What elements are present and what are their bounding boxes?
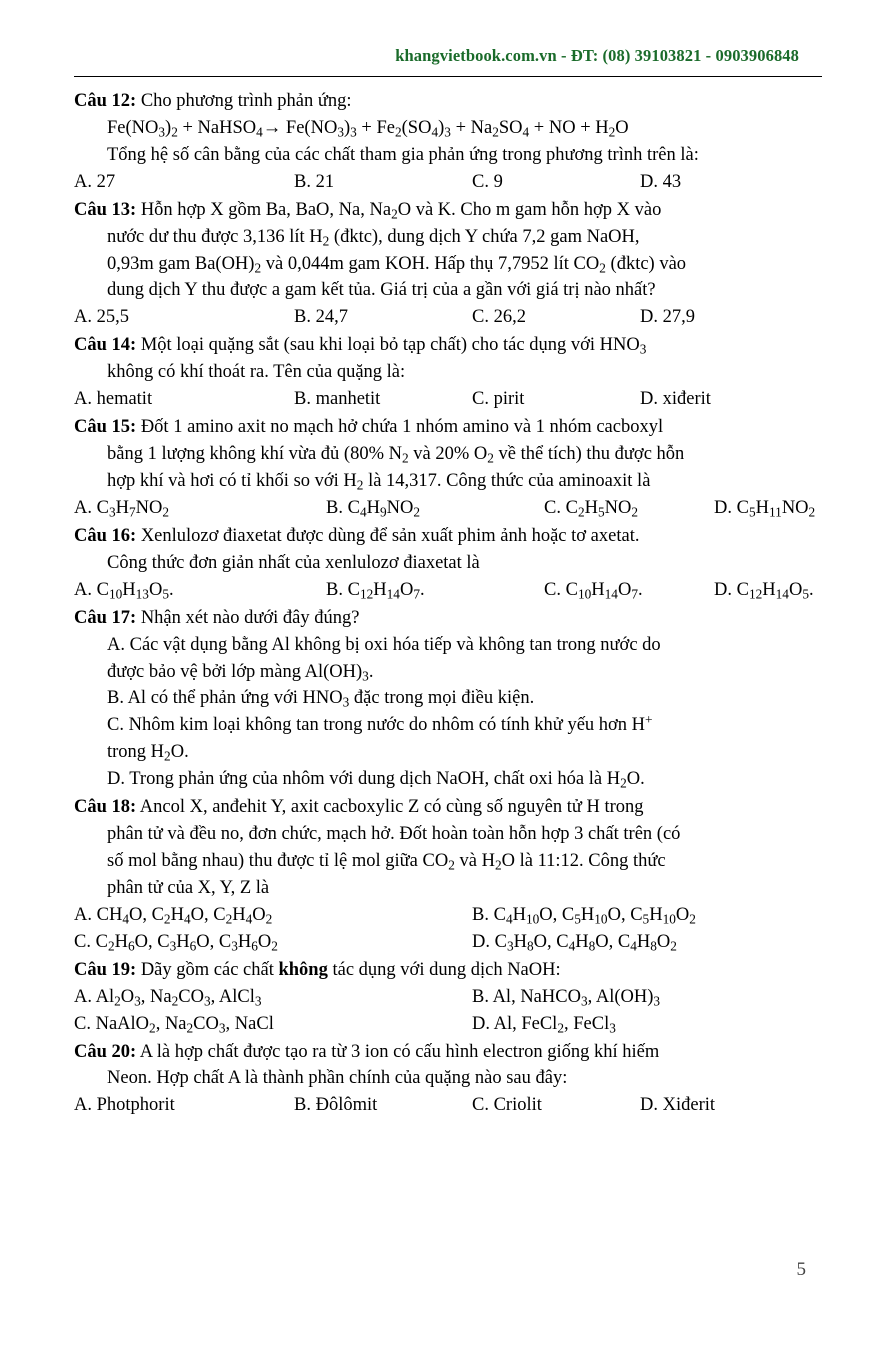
option-c[interactable]: C. $C_2H_6O$, $C_3H_6O$, $C_3H_6O_2$ (74, 931, 278, 954)
question-20-line1 (74, 1039, 826, 1066)
question-20-options (74, 1092, 826, 1119)
subscript: 2 (164, 748, 171, 764)
question-18-line1 (74, 794, 826, 821)
question-15-line3: hợp khí và hơi có tỉ khối so với $H_2$ là 14,317. Công thức của aminoaxit là (107, 470, 651, 493)
option-c[interactable]: C. $C_2H_5NO_2$ (544, 497, 639, 520)
question-16-line1 (74, 523, 826, 550)
question-15-label: Câu 15: (74, 417, 137, 438)
question-12-label: Câu 12: (74, 91, 137, 111)
question-13 (74, 197, 826, 332)
question-13-line1: Câu 13: Hỗn hợp X gồm Ba, BaO, Na, $Na_2O$ và K. Cho m gam hỗn hợp X vào (74, 199, 662, 222)
option-c[interactable]: C. 9 (472, 171, 503, 192)
subscript: 3 (342, 695, 350, 711)
option-c[interactable]: C. 26,2 (472, 307, 526, 328)
question-13-line2: nước dư thu được 3,136 lít $H_2$ (đktc), dung dịch Y chứa 7,2 gam NaOH, (107, 226, 640, 249)
question-13-line3-c: (đktc) vào (605, 253, 687, 274)
question-16 (74, 523, 826, 604)
option-a[interactable]: A. 25,5 (74, 307, 129, 328)
question-15-line2-b: và 20% O (408, 444, 488, 465)
option-b[interactable]: B. Al, NaHCO$_3$, $Al(OH)_3$ (472, 986, 661, 1009)
option-c-text: C. Nhôm kim loại không tan trong nước do nhôm có tính khử yếu hơn H (107, 715, 646, 736)
question-14 (74, 332, 826, 413)
question-14-line1-text: Một loại quặng sắt (sau khi loại bỏ tạp chất) cho tác dụng với HNO (140, 335, 640, 356)
question-18-line2: phân tử và đều no, đơn chức, mạch hở. Đốt hoàn toàn hỗn hợp 3 chất trên (có (107, 823, 681, 844)
option-a[interactable]: A. $C_3H_7NO_2$ (74, 497, 170, 520)
option-b[interactable]: B. $C_4H_9NO_2$ (326, 497, 421, 520)
question-13-line3: 0,93m gam $Ba(OH)_2$ và 0,044m gam KOH. Hấp thụ 7,7952 lít $CO_2$ (đktc) vào (107, 253, 687, 276)
option-a[interactable]: A. $Al_2O_3$, $Na_2CO_3$, AlCl$_3$ (74, 986, 262, 1009)
question-18-line3-a: số mol bằng nhau) thu được tỉ lệ mol giữa CO (107, 850, 449, 871)
option-b[interactable]: B. $C_4H_{10}O$, $C_5H_{10}O$, $C_5H_{10}O_2$ (472, 904, 696, 927)
question-18-line3-b: và H (454, 850, 495, 871)
subscript: 3 (639, 342, 647, 358)
question-13-line2-a: nước dư thu được 3,136 lít H (107, 226, 323, 247)
question-17-option-a-line1[interactable]: A. Các vật dụng bằng Al không bị oxi hóa tiếp và không tan trong nước do (107, 634, 661, 655)
question-14-label: Câu 14: (74, 335, 137, 356)
question-17-option-c-line1[interactable] (74, 712, 826, 739)
option-d[interactable]: D. $C_5H_{11}NO_2$ (714, 497, 816, 520)
question-19-prompt-c: tác dụng với dung dịch NaOH: (327, 959, 561, 980)
option-a[interactable]: A. Photphorit (74, 1095, 175, 1116)
question-15-options (74, 495, 826, 522)
question-14-line2: không có khí thoát ra. Tên của quặng là: (107, 362, 406, 383)
header-divider (74, 76, 822, 77)
option-c[interactable]: C. pirit (472, 389, 525, 410)
question-18-line3-c: O là 11:12. Công thức (501, 850, 666, 871)
question-17-option-c-line2 (74, 739, 826, 766)
subscript: 3 (362, 668, 369, 684)
question-13-label: Câu 13: (74, 199, 137, 220)
option-c[interactable]: C. Criolit (472, 1095, 542, 1116)
option-c[interactable]: C. NaAlO$_2$, $Na_2CO_3$, NaCl (74, 1013, 274, 1036)
option-b[interactable]: B. manhetit (294, 389, 381, 410)
question-16-line1-text: Xenlulozơ điaxetat được dùng để sản xuất phim ảnh hoặc tơ axetat. (140, 525, 640, 546)
option-b[interactable]: B. 21 (294, 171, 335, 192)
question-16-label: Câu 16: (74, 525, 137, 546)
option-c-text-3: O. (170, 742, 189, 763)
question-18-label: Câu 18: (74, 797, 137, 818)
period: . (368, 661, 374, 682)
question-15-line2: bằng 1 lượng không khí vừa đủ (80% $N_2$ và 20% $O_2$ về thể tích) thu được hỗn (107, 444, 685, 466)
question-17-label: Câu 17: (74, 607, 137, 628)
question-15-line3-b: là 14,317. Công thức của aminoaxit là (363, 470, 651, 491)
question-17 (74, 605, 826, 793)
question-12 (74, 88, 826, 196)
question-19-options-row1 (74, 984, 826, 1011)
option-d-text-2: O. (626, 769, 645, 790)
question-16-line2: Công thức đơn giản nhất của xenlulozơ điaxetat là (107, 552, 480, 573)
question-12-prompt (74, 88, 826, 115)
option-d[interactable]: D. Al, FeCl$_2$, FeCl$_3$ (472, 1013, 616, 1036)
question-15-line1 (74, 414, 826, 441)
option-b[interactable]: B. Đôlômit (294, 1095, 378, 1116)
question-17-prompt-text: Nhận xét nào dưới đây đúng? (140, 607, 360, 628)
question-17-option-b[interactable] (74, 685, 826, 712)
option-d[interactable]: D. 43 (640, 171, 682, 192)
superscript: + (645, 712, 653, 728)
question-13-line4: dung dịch Y thu được a gam kết tủa. Giá trị của a gần với giá trị nào nhất? (107, 280, 656, 301)
question-13-line1-b: O và K. Cho m gam hỗn hợp X vào (397, 199, 662, 220)
option-d[interactable]: D. Xiđerit (640, 1095, 716, 1116)
question-18-options-row2 (74, 929, 826, 956)
question-14-options (74, 386, 826, 413)
option-a[interactable]: A. $CH_4O$, $C_2H_4O$, $C_2H_4O_2$ (74, 904, 273, 927)
page-number: 5 (796, 1259, 806, 1280)
subscript: 2 (620, 775, 627, 791)
option-b-text-2: đặc trong mọi điều kiện. (349, 688, 535, 709)
question-13-line3-a: 0,93m gam Ba(OH) (107, 253, 255, 274)
question-13-line3-b: và 0,044m gam KOH. Hấp thụ 7,7952 lít CO (261, 253, 600, 274)
question-20-label: Câu 20: (74, 1041, 137, 1062)
question-18 (74, 794, 826, 956)
option-d[interactable]: D. $C_3H_8O$, $C_4H_8O$, $C_4H_8O_2$ (472, 931, 677, 954)
question-12-prompt-text: Cho phương trình phản ứng: (140, 91, 352, 111)
option-d[interactable]: D. $C_{12}H_{14}O_5$. (714, 579, 814, 602)
option-c[interactable]: C. $C_{10}H_{14}O_7$. (544, 579, 643, 602)
question-12-equation: $Fe(NO_3)_2$ + NaHSO$_4$→ $Fe(NO_3)_3 + Fe_2(SO_4)_3 + Na_2SO_4$ + NO + $H_2O$ (107, 117, 629, 140)
question-18-options-row1 (74, 902, 826, 929)
question-13-options (74, 304, 826, 331)
question-18-line3: số mol bằng nhau) thu được tỉ lệ mol giữa $CO_2$ và $H_2O$ là 11:12. Công thức (107, 850, 666, 873)
question-19-prompt (74, 957, 826, 984)
option-b[interactable]: B. $C_{12}H_{14}O_7$. (326, 579, 425, 602)
option-a-text: được bảo vệ bởi lớp màng Al(OH) (107, 661, 363, 682)
option-a[interactable]: A. hematit (74, 389, 153, 410)
question-13-line1-a: Hỗn hợp X gồm Ba, BaO, Na, Na (140, 199, 392, 220)
question-15-line3-a: hợp khí và hơi có tỉ khối so với H (107, 470, 357, 491)
question-19-prompt-a: Dãy gồm các chất (140, 959, 279, 980)
question-19-options-row2 (74, 1011, 826, 1038)
question-20-line2: Neon. Hợp chất A là thành phần chính của quặng nào sau đây: (107, 1068, 568, 1089)
option-d-text: D. Trong phản ứng của nhôm với dung dịch NaOH, chất oxi hóa là H (107, 769, 621, 790)
question-12-line3: Tổng hệ số cân bằng của các chất tham gia phản ứng trong phương trình trên là: (107, 144, 699, 165)
question-15-line1-text: Đốt 1 amino axit no mạch hở chứa 1 nhóm amino và 1 nhóm cacboxyl (140, 417, 664, 438)
page-header: khangvietbook.com.vn - ĐT: (08) 39103821 - 0903906848 (395, 46, 799, 65)
option-b[interactable]: B. 24,7 (294, 307, 348, 328)
option-d[interactable]: D. xiđerit (640, 389, 711, 410)
question-15-line2-c: về thể tích) thu được hỗn (493, 444, 685, 465)
question-20 (74, 1039, 826, 1120)
question-17-option-a-line2 (74, 659, 826, 686)
question-17-option-d[interactable] (74, 766, 826, 793)
option-b-text: B. Al có thể phản ứng với HNO (107, 688, 343, 709)
question-15 (74, 414, 826, 522)
question-19 (74, 957, 826, 1038)
question-17-prompt (74, 605, 826, 632)
question-15-line2-a: bằng 1 lượng không khí vừa đủ (80% N (107, 444, 402, 465)
question-18-line4: phân tử của X, Y, Z là (107, 877, 270, 898)
question-14-line1 (74, 332, 826, 359)
exam-content (74, 88, 826, 1120)
question-16-options (74, 577, 826, 604)
question-18-line1-text: Ancol X, anđehit Y, axit cacboxylic Z có cùng số nguyên tử H trong (139, 797, 644, 818)
question-20-line1-text: A là hợp chất được tạo ra từ 3 ion có cấu hình electron giống khí hiếm (139, 1041, 660, 1062)
question-12-options (74, 169, 826, 196)
option-a[interactable]: A. 27 (74, 171, 116, 192)
question-19-label: Câu 19: (74, 959, 137, 980)
question-13-line2-b: (đktc), dung dịch Y chứa 7,2 gam NaOH, (329, 226, 640, 247)
option-d[interactable]: D. 27,9 (640, 307, 695, 328)
option-a[interactable]: A. $C_{10}H_{13}O_5$. (74, 579, 174, 602)
question-19-emphasis: không (278, 959, 328, 980)
option-c-text-2: trong H (107, 742, 165, 763)
